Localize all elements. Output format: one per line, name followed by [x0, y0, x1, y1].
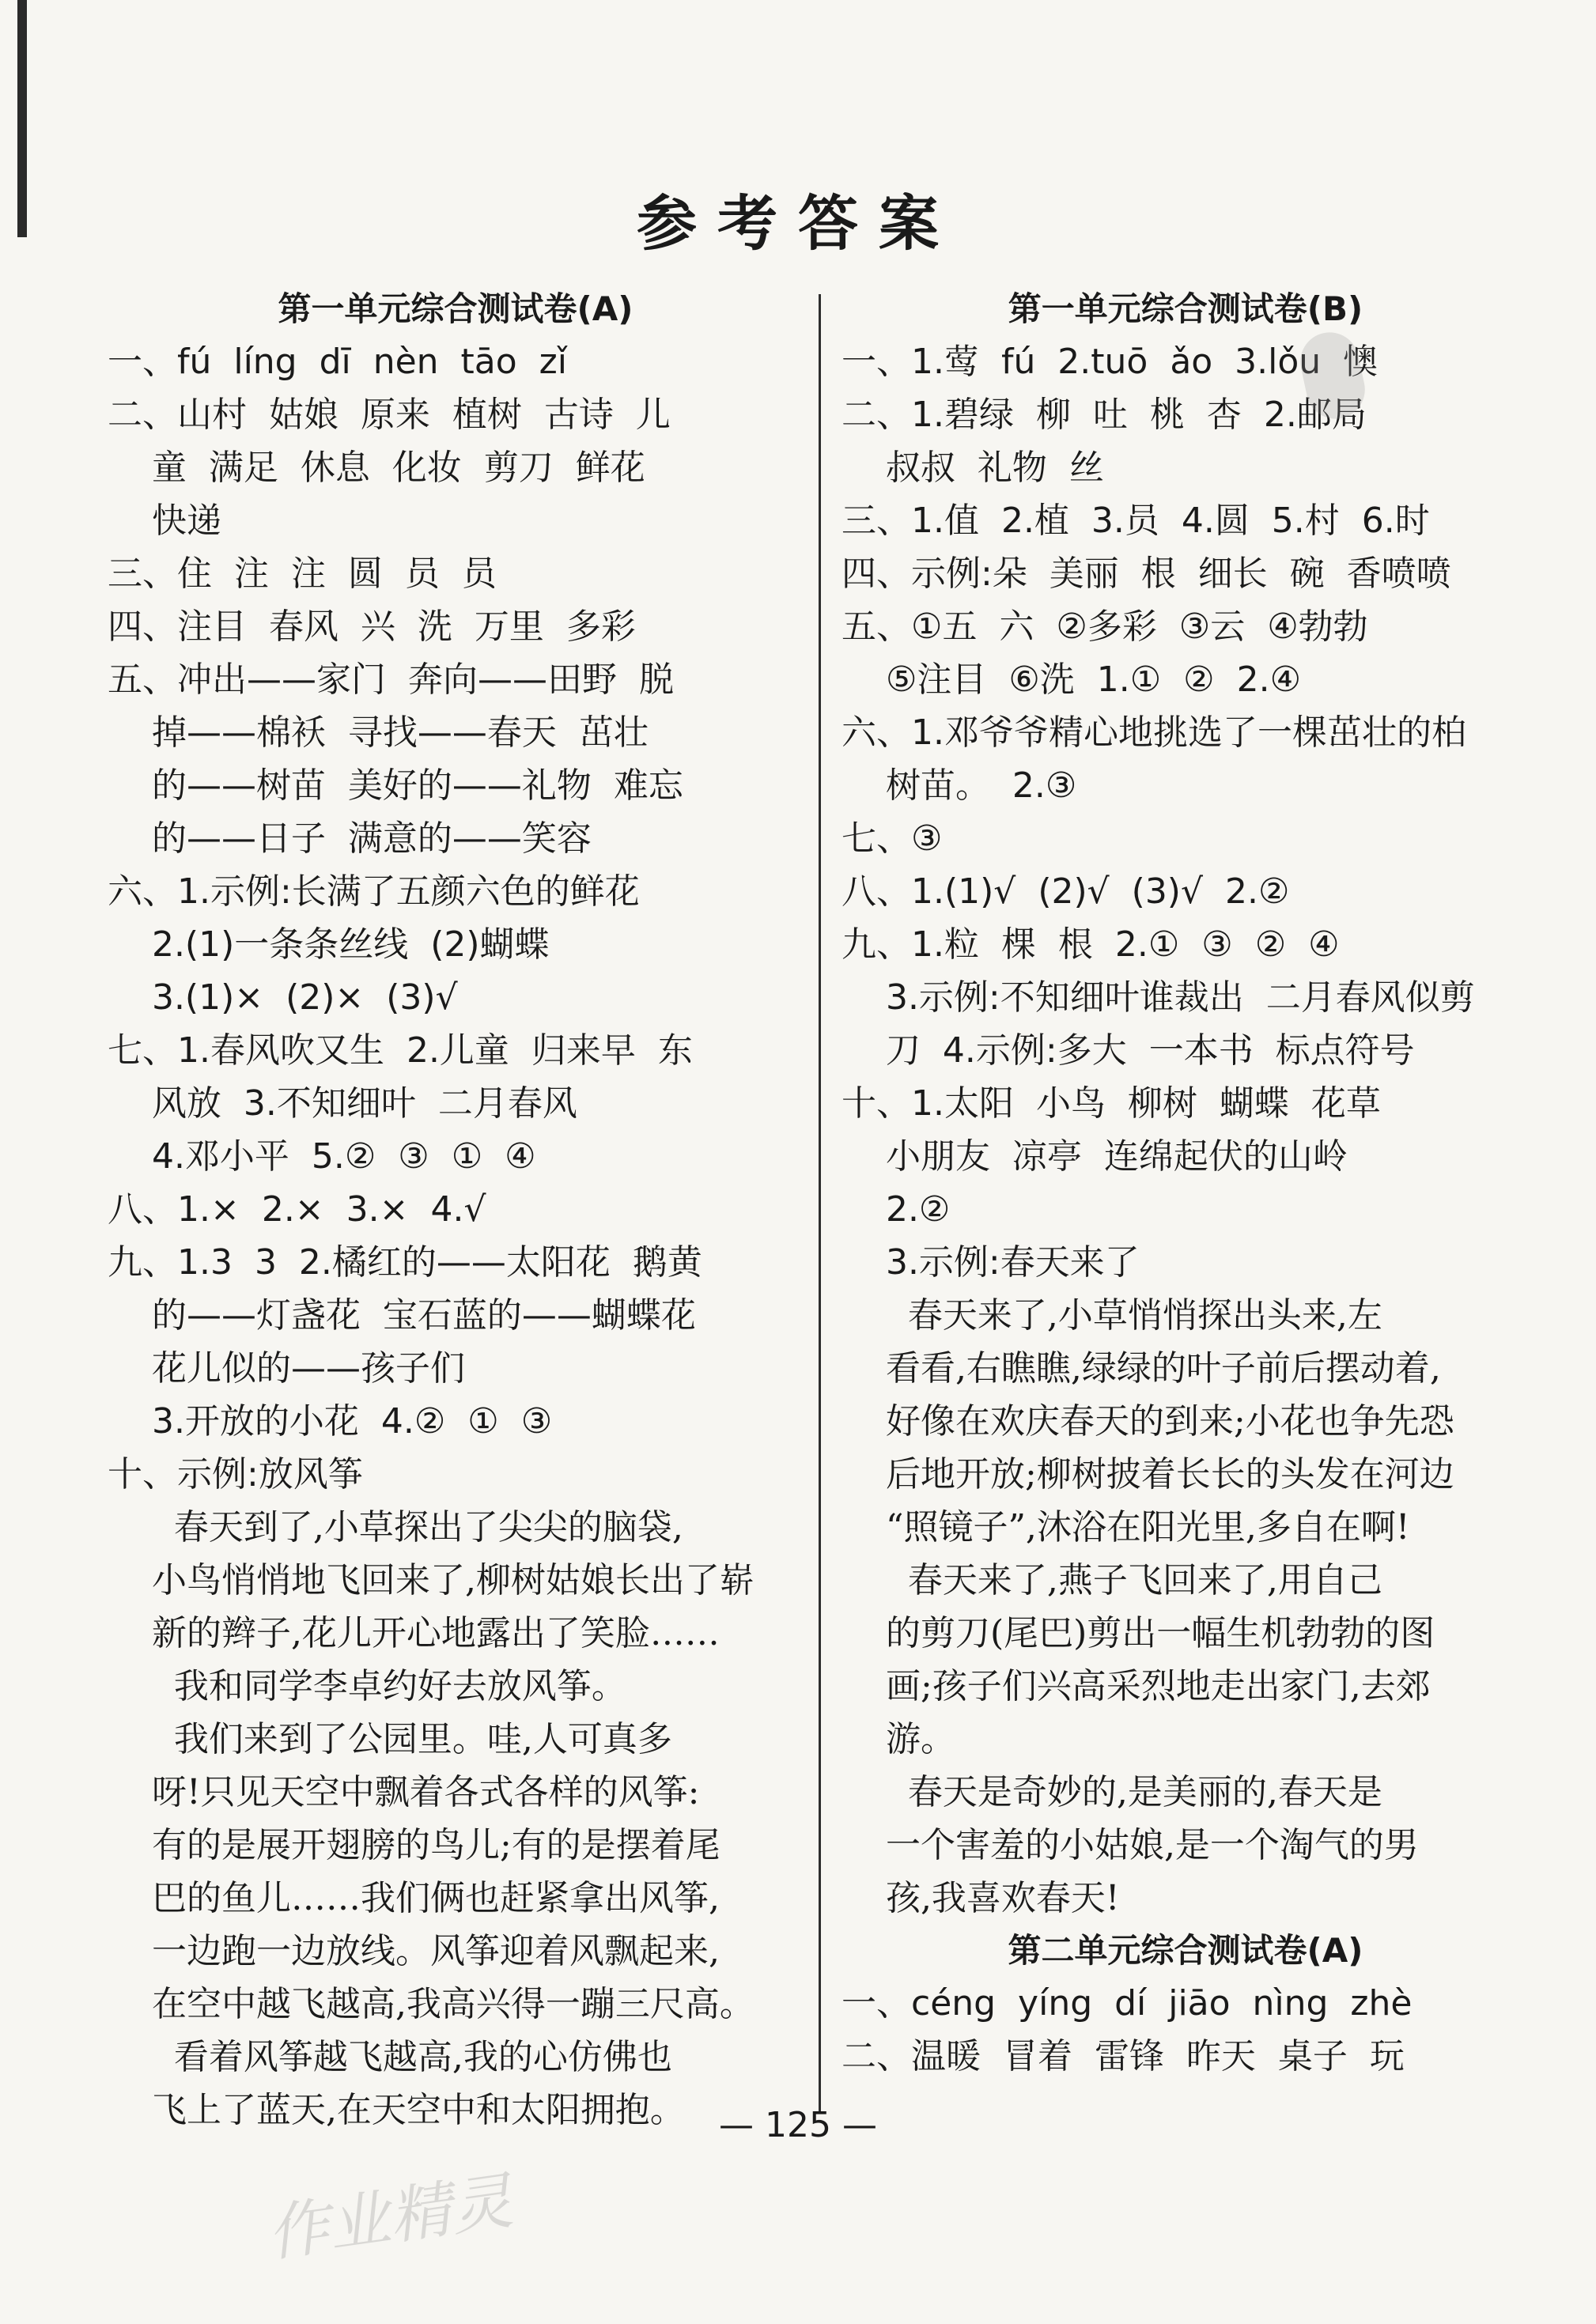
answer-line: 五、①五 六 ②多彩 ③云 ④勃勃 [841, 607, 1368, 647]
answer-line: 刀 4.示例:多大 一本书 标点符号 [841, 1030, 1415, 1071]
essay-line: 呀!只见天空中飘着各式各样的风筝: [108, 1772, 700, 1812]
essay-line: 新的辫子,花儿开心地露出了笑脸…… [108, 1613, 720, 1653]
essay-line: 小鸟悄悄地飞回来了,柳树姑娘长出了崭 [108, 1560, 755, 1600]
essay-line: 的剪刀(尾巴)剪出一幅生机勃勃的图 [841, 1613, 1435, 1653]
essay-line: 春天来了,燕子飞回来了,用自己 [841, 1560, 1382, 1600]
answer-line: 3.开放的小花 4.② ① ③ [108, 1401, 553, 1442]
answer-list-unit1-a [108, 335, 804, 1501]
answer-line: 掉——棉袄 寻找——春天 茁壮 [108, 712, 649, 753]
essay-line: 一边跑一边放线。风筝迎着风飘起来, [108, 1931, 720, 1971]
answer-line: 十、1.太阳 小鸟 柳树 蝴蝶 花草 [841, 1083, 1381, 1124]
essay-line: 好像在欢庆春天的到来;小花也争先恐 [841, 1401, 1454, 1442]
essay-line: 春天是奇妙的,是美丽的,春天是 [841, 1772, 1382, 1812]
answer-line: 4.邓小平 5.② ③ ① ④ [108, 1136, 536, 1177]
essay-line: 在空中越飞越高,我高兴得一蹦三尺高。 [108, 1984, 755, 2024]
answer-line: 的——灯盏花 宝石蓝的——蝴蝶花 [108, 1295, 696, 1336]
essay-line: 画;孩子们兴高采烈地走出家门,去郊 [841, 1666, 1431, 1706]
essay-line: 春天到了,小草探出了尖尖的脑袋, [108, 1507, 683, 1547]
essay-line: 游。 [841, 1719, 955, 1759]
answer-line: 的——树苗 美好的——礼物 难忘 [108, 765, 683, 806]
answer-line: 五、冲出——家门 奔向——田野 脱 [108, 659, 674, 700]
essay-kite-flying [108, 1501, 804, 2137]
essay-line: 看着风筝越飞越高,我的心仿佛也 [108, 2037, 672, 2077]
answer-line: 十、示例:放风筝 [108, 1454, 363, 1495]
answer-line: 树苗。 2.③ [841, 765, 1077, 806]
answer-line: 三、住 注 注 圆 员 员 [108, 554, 497, 594]
answer-line: ⑤注目 ⑥洗 1.① ② 2.④ [841, 659, 1302, 700]
answer-line: 九、1.粒 棵 根 2.① ③ ② ④ [841, 924, 1340, 965]
answer-line: 2.(1)一条条丝线 (2)蝴蝶 [108, 924, 550, 965]
essay-line: 春天来了,小草悄悄探出头来,左 [841, 1295, 1382, 1336]
answer-line: 七、1.春风吹又生 2.儿童 归来早 东 [108, 1030, 693, 1071]
essay-line: 我们来到了公园里。哇,人可真多 [108, 1719, 672, 1759]
answer-line: 小朋友 凉亭 连绵起伏的山岭 [841, 1136, 1348, 1177]
essay-line: 有的是展开翅膀的鸟儿;有的是摆着尾 [108, 1825, 720, 1865]
answer-line: 花儿似的——孩子们 [108, 1348, 465, 1389]
answer-line: 六、1.邓爷爷精心地挑选了一棵茁壮的柏 [841, 712, 1466, 753]
answer-line: 3.(1)× (2)× (3)√ [108, 977, 458, 1018]
answer-line: 一、fú líng dī nèn tāo zǐ [108, 342, 567, 382]
answer-line: 风放 3.不知细叶 二月春风 [108, 1083, 577, 1124]
answer-line: 七、③ [841, 818, 943, 859]
answer-line: 二、温暖 冒着 雷锋 昨天 桌子 玩 [841, 2036, 1405, 2076]
essay-line: 后地开放;柳树披着长长的头发在河边 [841, 1454, 1454, 1495]
answer-line: 二、山村 姑娘 原来 植树 古诗 儿 [108, 395, 671, 435]
right-column [841, 283, 1530, 2083]
answer-line: 3.示例:春天来了 [841, 1242, 1140, 1283]
answer-line: 童 满足 休息 化妆 剪刀 鲜花 [108, 448, 645, 488]
answer-line: 八、1.× 2.× 3.× 4.√ [108, 1189, 486, 1230]
section-title-unit1-a: 第一单元综合测试卷(A) [278, 289, 633, 328]
left-column [108, 283, 804, 2137]
answer-line: 的——日子 满意的——笑容 [108, 818, 592, 859]
essay-line: “照镜子”,沐浴在阳光里,多自在啊! [841, 1507, 1410, 1547]
page-title: 参考答案 [637, 188, 959, 259]
essay-line: 飞上了蓝天,在天空中和太阳拥抱。 [108, 2090, 685, 2130]
essay-spring-is-here [841, 1289, 1530, 1925]
answer-line: 一、1.莺 fú 2.tuō ǎo 3.lǒu 懊 [841, 342, 1379, 382]
answer-line: 三、1.值 2.植 3.员 4.圆 5.村 6.时 [841, 501, 1430, 541]
column-divider [819, 294, 821, 2113]
page-number: — 125 — [719, 2105, 877, 2145]
answer-line: 一、céng yíng dí jiāo nìng zhè [841, 1983, 1413, 2024]
answer-line: 叔叔 礼物 丝 [841, 448, 1104, 488]
answer-list-unit2-a [841, 1977, 1530, 2083]
answer-line: 八、1.(1)√ (2)√ (3)√ 2.② [841, 871, 1290, 912]
answer-line: 快递 [108, 501, 221, 541]
answer-line: 3.示例:不知细叶谁裁出 二月春风似剪 [841, 977, 1475, 1018]
essay-line: 孩,我喜欢春天! [841, 1878, 1120, 1918]
answer-line: 四、示例:朵 美丽 根 细长 碗 香喷喷 [841, 554, 1451, 594]
answer-line: 九、1.3 3 2.橘红的——太阳花 鹅黄 [108, 1242, 702, 1283]
answer-list-unit1-b [841, 335, 1530, 1289]
essay-line: 巴的鱼儿……我们俩也赶紧拿出风筝, [108, 1878, 720, 1918]
essay-line: 一个害羞的小姑娘,是一个淘气的男 [841, 1825, 1419, 1865]
section-title-unit1-b: 第一单元综合测试卷(B) [1008, 289, 1363, 328]
essay-line: 看看,右瞧瞧,绿绿的叶子前后摆动着, [841, 1348, 1441, 1389]
answer-line: 六、1.示例:长满了五颜六色的鲜花 [108, 871, 640, 912]
section-title-unit2-a: 第二单元综合测试卷(A) [1008, 1931, 1363, 1970]
essay-line: 我和同学李卓约好去放风筝。 [108, 1666, 626, 1706]
answer-line: 四、注目 春风 兴 洗 万里 多彩 [108, 607, 636, 647]
answer-line: 二、1.碧绿 柳 吐 桃 杏 2.邮局 [841, 395, 1367, 435]
watermark-logo: 作业精灵 [263, 2165, 517, 2271]
answer-line: 2.② [841, 1189, 951, 1230]
